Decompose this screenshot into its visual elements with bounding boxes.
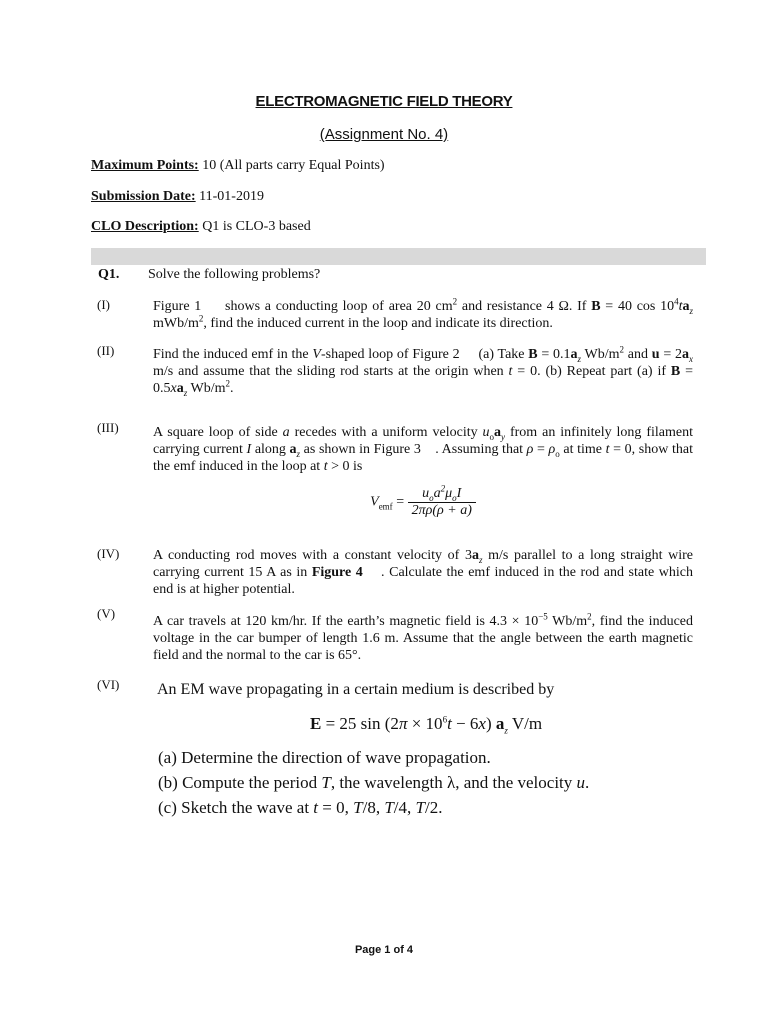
part-5-number: (V): [97, 606, 116, 621]
part-4-number: (IV): [97, 546, 120, 561]
clo-description-line: [91, 219, 311, 235]
part-1-number: (I): [97, 297, 110, 312]
part-6-a: (a) Determine the direction of wave propagation.: [158, 748, 491, 767]
clo-description-label: CLO Description:: [91, 219, 199, 234]
part-6-c: (c) Sketch the wave at t = 0, T/8, T/4, T/2.: [158, 798, 443, 817]
question-label: Q1.: [98, 267, 120, 282]
section-divider-bar: [91, 248, 706, 265]
max-points-value: 10 (All parts carry Equal Points): [202, 158, 385, 173]
part-2-text: Find the induced emf in the V-shaped loop of Figure 2 (a) Take $B = 0.1a_z$ $Wb/m^2$ and $u = 2a_x$ m/s and assume that the sliding rod starts at the origin when t = 0. (b) Repeat part (a) if $B = 0.5xa_z$ $Wb/m^2$.: [153, 344, 693, 398]
part-3-text: A square loop of side a recedes with a uniform velocity $u_oa_y$ from an infinitely long filament carrying current I along $a_z$ as shown in Figure 3 . Assuming that $\rho = \rho_o$ at time t = 0, show that the emf induced in the loop at t > 0 is: [153, 425, 693, 474]
part-2-number: (II): [97, 343, 115, 358]
assignment-number: (Assignment No. 4): [319, 126, 449, 143]
clo-description-value: Q1 is CLO-3 based: [202, 219, 311, 234]
submission-date-label: Submission Date:: [91, 189, 196, 204]
submission-date-value: 11-01-2019: [199, 189, 264, 204]
wave-equation: E = 25 $\sin (2\pi \times 10^6t - 6x)$ $a_z$ V/m: [310, 714, 543, 736]
emf-equation: $V_{emf}$ = $\frac{u_oa^2\mu_oI}{2\pi\rho(\rho + a)}$: [153, 486, 693, 519]
page-footer: Page 1 of 4: [354, 944, 414, 956]
submission-date-line: [91, 189, 264, 205]
part-6-intro: An EM wave propagating in a certain medium is described by: [157, 681, 555, 698]
figure-2-ref: Figure 2: [412, 347, 460, 362]
part-6-b: (b) Compute the period T, the wavelength λ, and the velocity u.: [158, 773, 590, 792]
max-points-line: [91, 158, 385, 174]
document-title: ELECTROMAGNETIC FIELD THEORY: [255, 93, 513, 110]
part-1-text: Figure 1 shows a conducting loop of area 20 $cm^2$ and resistance 4 Ω. If B = 40 $\cos 10^4ta_z$ mWb/$m^2$, find the induced current in the loop and indicate its direction.: [153, 296, 693, 331]
figure-1-ref: Figure 1: [153, 299, 202, 314]
max-points-label: Maximum Points:: [91, 158, 199, 173]
figure-3-ref: Figure 3: [373, 442, 421, 457]
part-6-number: (VI): [97, 677, 120, 692]
part-4-text: A conducting rod moves with a constant velocity of $3a_z$ m/s parallel to a long straight wire carrying current 15 A as in Figure 4 . Calculate the emf induced in the rod and state which end is at higher potential.: [153, 548, 693, 597]
part-6-subquestions: [158, 748, 589, 823]
emf-fraction: $\frac{u_oa^2\mu_oI}{2\pi\rho(\rho + a)}$: [408, 486, 476, 519]
figure-4-ref: Figure 4: [311, 565, 363, 580]
part-3-number: (III): [97, 420, 119, 435]
part-5-text: A car travels at 120 km/hr. If the earth’s magnetic field is $4.3 \times 10^{-5}$ $Wb/m^2$, find the induced voltage in the car bumper of length 1.6 m. Assume that the angle between the earth magnetic field and the normal to the car is 65°.: [153, 611, 693, 663]
question-instruction: Solve the following problems?: [148, 267, 321, 282]
